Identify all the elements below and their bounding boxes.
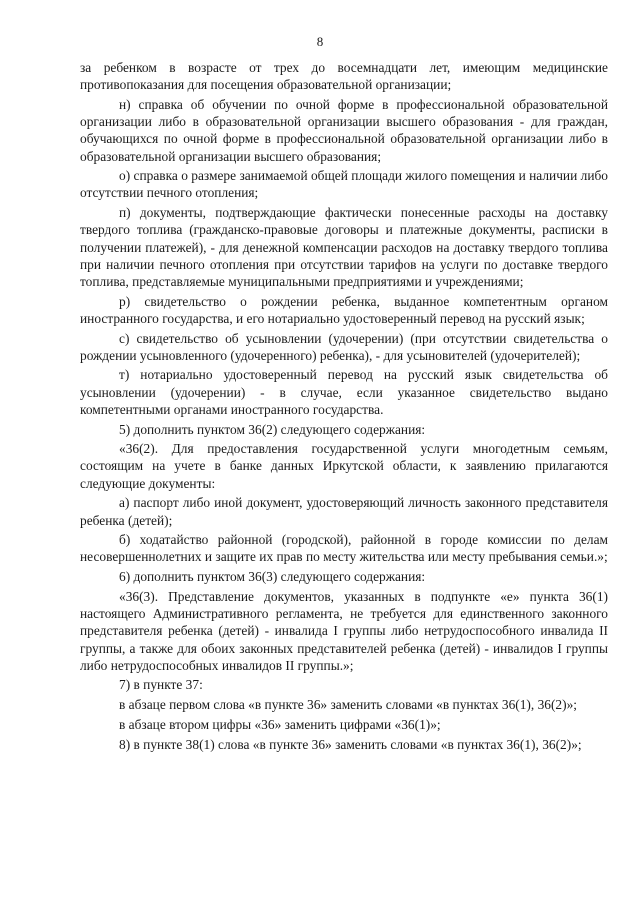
paragraph: н) справка об обучении по очной форме в профессиональной образовательной организации либо в образовательной организации высшего образования - для граждан, обучающихся по очной форме в профессиональной образовательной организации либо в образовательной организации высшего образования; — [80, 96, 608, 164]
page-number: 8 — [316, 34, 324, 49]
paragraph: 6) дополнить пунктом 36(3) следующего содержания: — [119, 569, 426, 585]
paragraph: с) свидетельство об усыновлении (удочерении) (при отсутствии свидетельства о рождении усыновленного (удочеренного) ребенка), - для усыновителей (удочерителей); — [80, 330, 608, 363]
paragraph: а) паспорт либо иной документ, удостоверяющий личность законного представителя ребенка (детей); — [80, 495, 608, 528]
paragraph: о) справка о размере занимаемой общей площади жилого помещения и наличии либо отсутствии печного отопления; — [80, 168, 608, 201]
paragraph: за ребенком в возрасте от трех до восемнадцати лет, имеющим медицинские противопоказания для посещения образовательной организации; — [80, 60, 608, 93]
paragraph: р) свидетельство о рождении ребенка, выданное компетентным органом иностранного государства, и его нотариально удостоверенный перевод на русский язык; — [80, 293, 608, 326]
paragraph: «36(3). Представление документов, указанных в подпункте «е» пункта 36(1) настоящего Административного регламента, не требуется для единственного законного представителя ребенка (детей) - инвалида I группы либо нетрудоспособного инвалида II группы, а также для обоих законных представителей ребенка (детей) - инвалидов I группы либо нетрудоспособных инвалидов II группы.»; — [80, 588, 608, 673]
paragraph: в абзаце втором цифры «36» заменить цифрами «36(1)»; — [119, 716, 441, 732]
document-body — [80, 59, 608, 755]
paragraph: б) ходатайство районной (городской), районной в городе комиссии по делам несовершеннолетних и защите их прав по месту жительства или месту пребывания семьи.»; — [80, 532, 608, 565]
paragraph: в абзаце первом слова «в пункте 36» заменить словами «в пунктах 36(1), 36(2)»; — [119, 697, 578, 713]
paragraph: 5) дополнить пунктом 36(2) следующего содержания: — [119, 421, 426, 437]
paragraph: 7) в пункте 37: — [119, 677, 203, 693]
paragraph: «36(2). Для предоставления государственной услуги многодетным семьям, состоящим на учете в банке данных Иркутской области, к заявлению прилагаются следующие документы: — [80, 441, 608, 491]
paragraph: 8) в пункте 38(1) слова «в пункте 36» заменить словами «в пунктах 36(1), 36(2)»; — [119, 736, 582, 752]
paragraph: т) нотариально удостоверенный перевод на русский язык свидетельства об усыновлении (удочерении) - в случае, если указанное свидетельство выдано компетентными органами иностранного государства. — [80, 367, 608, 417]
paragraph: п) документы, подтверждающие фактически понесенные расходы на доставку твердого топлива (гражданско-правовые договоры и платежные документы, расписки в получении платежей), - для денежной компенсации расходов на доставку твердого топлива при наличии печного отопления при отсутствии тарифов на услуги по доставке твердого топлива, представляемые муниципальными предприятиями и учреждениями; — [80, 205, 608, 289]
